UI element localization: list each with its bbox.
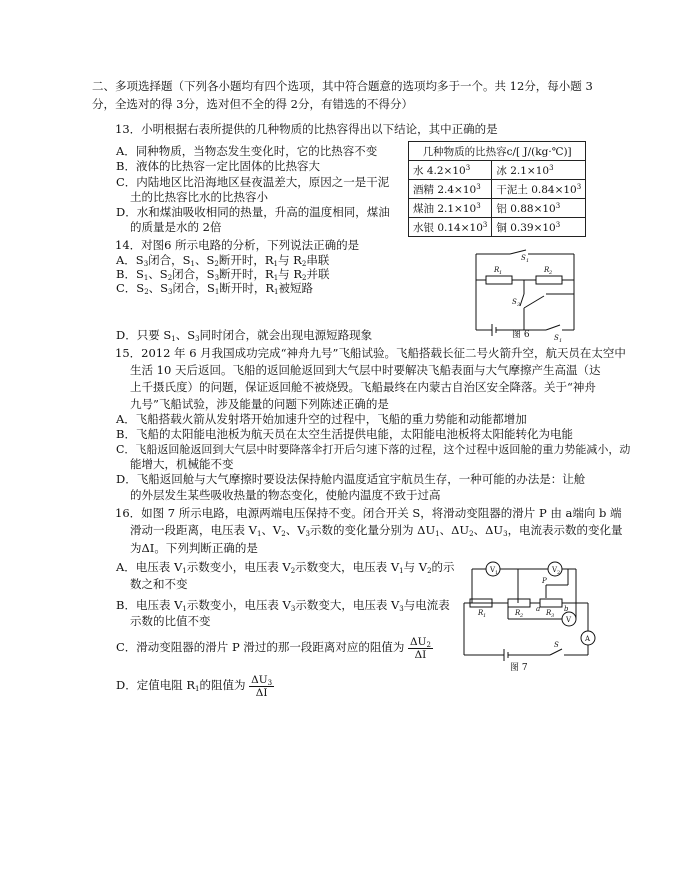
text-segment: 、ΔU bbox=[473, 523, 504, 537]
subscript: 3 bbox=[267, 678, 273, 687]
q16-option-a-line1 bbox=[116, 559, 455, 575]
q15-option-d-line2: 的外层发生某些吸收热量的物态变化，使舱内温度不致于过高 bbox=[130, 488, 441, 502]
section-heading-line2: 分，全选对的得 3分，选对但不全的得 2分，有错选的不得分） bbox=[92, 97, 413, 111]
subscript: 2 bbox=[167, 274, 173, 282]
subscript: 3 bbox=[290, 605, 296, 613]
q15-line1: 15．2012 年 6 月我国成功完成“神舟九号”飞船试验。飞船搭载长征二号火箭升空，航天员在太空中 bbox=[115, 346, 626, 360]
fig6-label-s-top: S bbox=[521, 254, 526, 262]
table-header: 几种物质的比热容c/[ J/(kg·℃)] bbox=[409, 142, 586, 161]
figure-7-caption: 图 7 bbox=[510, 663, 528, 673]
subscript: 1 bbox=[182, 567, 187, 575]
table-cell: 干泥土 $0.84\times 10^3$ bbox=[492, 180, 586, 199]
text-segment: D．只要 S bbox=[116, 328, 172, 342]
figure-6-caption: 图 6 bbox=[512, 330, 530, 340]
subscript: 2 bbox=[427, 567, 432, 575]
text-segment: 断开时，R bbox=[218, 253, 274, 267]
q16-option-b-line1 bbox=[116, 597, 450, 613]
q16-option-c-text: C．滑动变阻器的滑片 P 滑过的那一段距离对应的阻值为 bbox=[116, 640, 405, 654]
q15-line3: 上千摄氏度）的问题，保证返回舱不被烧毁。飞船最终在内蒙古自治区安全降落。关于“神舟 bbox=[130, 380, 596, 394]
subscript: 2 bbox=[302, 274, 307, 282]
svg-text:2: 2 bbox=[520, 613, 524, 619]
table-cell: 铝 $0.88\times 10^3$ bbox=[492, 199, 586, 218]
text-segment: ，电流表示数的变化量 bbox=[507, 523, 623, 537]
fig7-label-r2: R bbox=[515, 609, 521, 617]
q16-option-b-line2: 示数的比值不变 bbox=[130, 614, 211, 628]
q16-option-c-denominator: ΔI bbox=[414, 648, 427, 661]
q16-option-d-numerator bbox=[249, 674, 274, 687]
table-cell: 水 $4.2\times 10^3$ bbox=[409, 161, 492, 180]
q15-option-d-line1: D．飞船返回舱与大气摩擦时要设法保持舱内温度适宜宇航员生存，一种可能的办法是：让舱 bbox=[116, 472, 586, 486]
table-row bbox=[409, 218, 586, 237]
fig7-label-v1: V bbox=[490, 566, 496, 574]
text-segment: 示数变小，电压表 V bbox=[186, 560, 291, 574]
svg-text:1: 1 bbox=[559, 338, 563, 344]
text-segment: 示数的变化量分别为 ΔU bbox=[310, 523, 436, 537]
q16-option-c-numerator bbox=[408, 636, 433, 649]
text-segment: A．电压表 V bbox=[116, 560, 183, 574]
subscript: 1 bbox=[399, 567, 404, 575]
text-segment: C．S bbox=[116, 281, 145, 295]
fig6-label-s1: S bbox=[554, 334, 559, 342]
text-segment: 闭合，S bbox=[172, 267, 215, 281]
q14-stem: 14．对图6 所示电路的分析，下列说法正确的是 bbox=[115, 238, 360, 252]
q15-option-c-line2: 能增大，机械能不变 bbox=[130, 457, 234, 471]
text-segment: 串联 bbox=[306, 253, 330, 267]
subscript: 3 bbox=[503, 530, 508, 538]
table-cell: 煤油 $2.1\times 10^3$ bbox=[409, 199, 492, 218]
subscript: 3 bbox=[214, 274, 220, 282]
table-cell: 酒精 $2.4\times 10^3$ bbox=[409, 180, 492, 199]
fig7-label-a: A bbox=[585, 635, 591, 643]
text-segment: 同时闭合，就会出现电源短路现象 bbox=[199, 328, 373, 342]
subscript: 1 bbox=[182, 605, 187, 613]
text-segment: ΔU bbox=[410, 635, 427, 648]
subscript: 3 bbox=[143, 260, 149, 268]
q16-option-d-denominator: ΔI bbox=[255, 686, 268, 699]
table-cell: 冰 $2.1\times 10^3$ bbox=[492, 161, 586, 180]
subscript: 1 bbox=[273, 260, 279, 268]
subscript: 3 bbox=[305, 530, 310, 538]
svg-text:3: 3 bbox=[551, 613, 555, 619]
fig7-label-s: S bbox=[554, 641, 559, 649]
text-segment: 与 R bbox=[278, 253, 302, 267]
text-segment: 并联 bbox=[306, 267, 330, 281]
q13-option-c-line1: C．内陆地区比沿海地区昼夜温差大，原因之一是干泥 bbox=[116, 175, 390, 189]
text-segment: 的阻值为 bbox=[199, 678, 246, 692]
subscript: 1 bbox=[274, 288, 279, 296]
q16-option-d-fraction bbox=[249, 674, 274, 699]
q13-option-d-line1: D．水和煤油吸收相同的热量，升高的温度相同，煤油 bbox=[116, 205, 390, 219]
q13-option-b: B．液体的比热容一定比固体的比热容大 bbox=[116, 159, 320, 173]
text-segment: B．电压表 V bbox=[116, 598, 183, 612]
q16-line2 bbox=[130, 522, 623, 538]
subscript: 3 bbox=[195, 335, 200, 343]
subscript: 2 bbox=[144, 288, 149, 296]
subscript: 1 bbox=[214, 288, 220, 296]
text-segment: 、S bbox=[148, 267, 168, 281]
text-segment: 示数变小，电压表 V bbox=[186, 598, 291, 612]
text-segment: 、S bbox=[195, 253, 215, 267]
subscript: 2 bbox=[214, 260, 219, 268]
subscript: 1 bbox=[256, 530, 262, 538]
q14-option-c bbox=[116, 280, 313, 296]
svg-text:1: 1 bbox=[495, 570, 499, 576]
text-segment: 与 R bbox=[278, 267, 302, 281]
fig7-label-v2: V bbox=[552, 566, 558, 574]
subscript: 3 bbox=[399, 605, 404, 613]
q16-option-d bbox=[116, 670, 274, 700]
q13-option-d-line2: 的质量是水的 2倍 bbox=[130, 220, 222, 234]
table-row bbox=[409, 161, 586, 180]
text-segment: 断开时，R bbox=[219, 267, 274, 281]
q16-option-d-text bbox=[116, 678, 246, 692]
q15-option-a: A．飞船搭载火箭从发射塔开始加速升空的过程中，飞船的重力势能和动能都增加 bbox=[116, 412, 527, 426]
figure-7-circuit bbox=[458, 555, 598, 675]
table-cell: 铜 $0.39\times 10^3$ bbox=[492, 218, 586, 237]
text-segment: 断开时，R bbox=[219, 281, 275, 295]
q16-line3: 为ΔI。下列判断正确的是 bbox=[130, 541, 258, 555]
subscript: 1 bbox=[273, 274, 279, 282]
fig7-label-a-end: a bbox=[536, 605, 541, 613]
text-segment: B．S bbox=[116, 267, 144, 281]
q13-option-a: A．同种物质，当物态发生变化时，它的比热容不变 bbox=[116, 144, 378, 158]
q15-line2: 生活 10 天后返回。飞船的返回舱返回到大气层中时要解决飞船表面与大气摩擦产生高温（达 bbox=[130, 363, 601, 377]
section-heading-line1: 二、多项选择题（下列各小题均有四个选项，其中符合题意的选项均多于一个。共 12分，每小题 3 bbox=[92, 79, 593, 93]
fig6-label-r2: R bbox=[544, 266, 550, 274]
table-row bbox=[409, 180, 586, 199]
fig7-label-v: V bbox=[566, 616, 572, 624]
text-segment: D．定值电阻 R bbox=[116, 678, 196, 692]
text-segment: 示数变大，电压表 V bbox=[295, 598, 400, 612]
text-segment: 闭合，S bbox=[172, 281, 215, 295]
text-segment: 与 V bbox=[403, 560, 428, 574]
subscript: 2 bbox=[301, 260, 307, 268]
text-segment: 被短路 bbox=[278, 281, 314, 295]
text-segment: 的示 bbox=[431, 560, 455, 574]
fig7-label-b-end: b bbox=[564, 605, 569, 613]
q13-option-c-line2: 土的比热容比水的比热容小 bbox=[130, 190, 268, 204]
text-segment: 与电流表 bbox=[403, 598, 450, 612]
subscript: 2 bbox=[469, 530, 474, 538]
subscript: 1 bbox=[190, 260, 196, 268]
table-row bbox=[409, 199, 586, 218]
subscript: 1 bbox=[435, 530, 440, 538]
text-segment: 滑动一段距离，电压表 V bbox=[130, 523, 257, 537]
svg-text:3: 3 bbox=[517, 302, 521, 308]
text-segment: 、V bbox=[285, 523, 306, 537]
subscript: 1 bbox=[171, 335, 176, 343]
q16-option-a-line2: 数之和不变 bbox=[130, 577, 188, 591]
text-segment: 、ΔU bbox=[439, 523, 470, 537]
subscript: 3 bbox=[168, 288, 173, 296]
fig7-label-r1: R bbox=[478, 609, 484, 617]
q16-line1: 16．如图 7 所示电路，电源两端电压保持不变。闭合开关 S，将滑动变阻器的滑片 P 由 a端向 b 端 bbox=[115, 506, 622, 520]
text-segment: 示数变大，电压表 V bbox=[295, 560, 400, 574]
q16-option-c bbox=[116, 632, 433, 662]
table-cell: 水银 $0.14\times 10^3$ bbox=[409, 218, 492, 237]
text-segment: ΔU bbox=[251, 673, 268, 686]
text-segment: A．S bbox=[116, 253, 144, 267]
q16-option-c-fraction bbox=[408, 636, 433, 661]
subscript: 1 bbox=[195, 685, 200, 693]
text-segment: 闭合，S bbox=[148, 253, 191, 267]
svg-text:2: 2 bbox=[557, 570, 561, 576]
subscript: 2 bbox=[281, 530, 286, 538]
svg-text:1: 1 bbox=[483, 613, 487, 619]
fig7-label-p: P bbox=[542, 577, 547, 585]
specific-heat-table bbox=[408, 141, 586, 237]
svg-text:1: 1 bbox=[526, 258, 530, 264]
subscript: 2 bbox=[426, 640, 431, 649]
subscript: 1 bbox=[143, 274, 149, 282]
text-segment: 、V bbox=[261, 523, 282, 537]
q15-option-b: B．飞船的太阳能电池板为航天员在太空生活提供电能，太阳能电池板将太阳能转化为电能 bbox=[116, 427, 573, 441]
fig6-label-r1: R bbox=[494, 266, 500, 274]
subscript: 2 bbox=[290, 567, 296, 575]
q14-option-d bbox=[116, 327, 372, 343]
text-segment: 、S bbox=[148, 281, 169, 295]
q15-line4: 九号”飞船试验，涉及能量的问题下列陈述正确的是 bbox=[130, 397, 389, 411]
text-segment: 、S bbox=[175, 328, 196, 342]
svg-text:1: 1 bbox=[499, 270, 503, 276]
fig6-label-s3: S bbox=[512, 298, 517, 306]
q13-stem: 13．小明根据右表所提供的几种物质的比热容得出以下结论，其中正确的是 bbox=[115, 122, 498, 136]
svg-text:2: 2 bbox=[549, 270, 553, 276]
q15-option-c-line1: C．飞船返回舱返回到大气层中时要降落伞打开后匀速下落的过程，这个过程中返回舱的重力势能减小，动 bbox=[116, 443, 631, 456]
fig7-label-r3: R bbox=[546, 609, 552, 617]
